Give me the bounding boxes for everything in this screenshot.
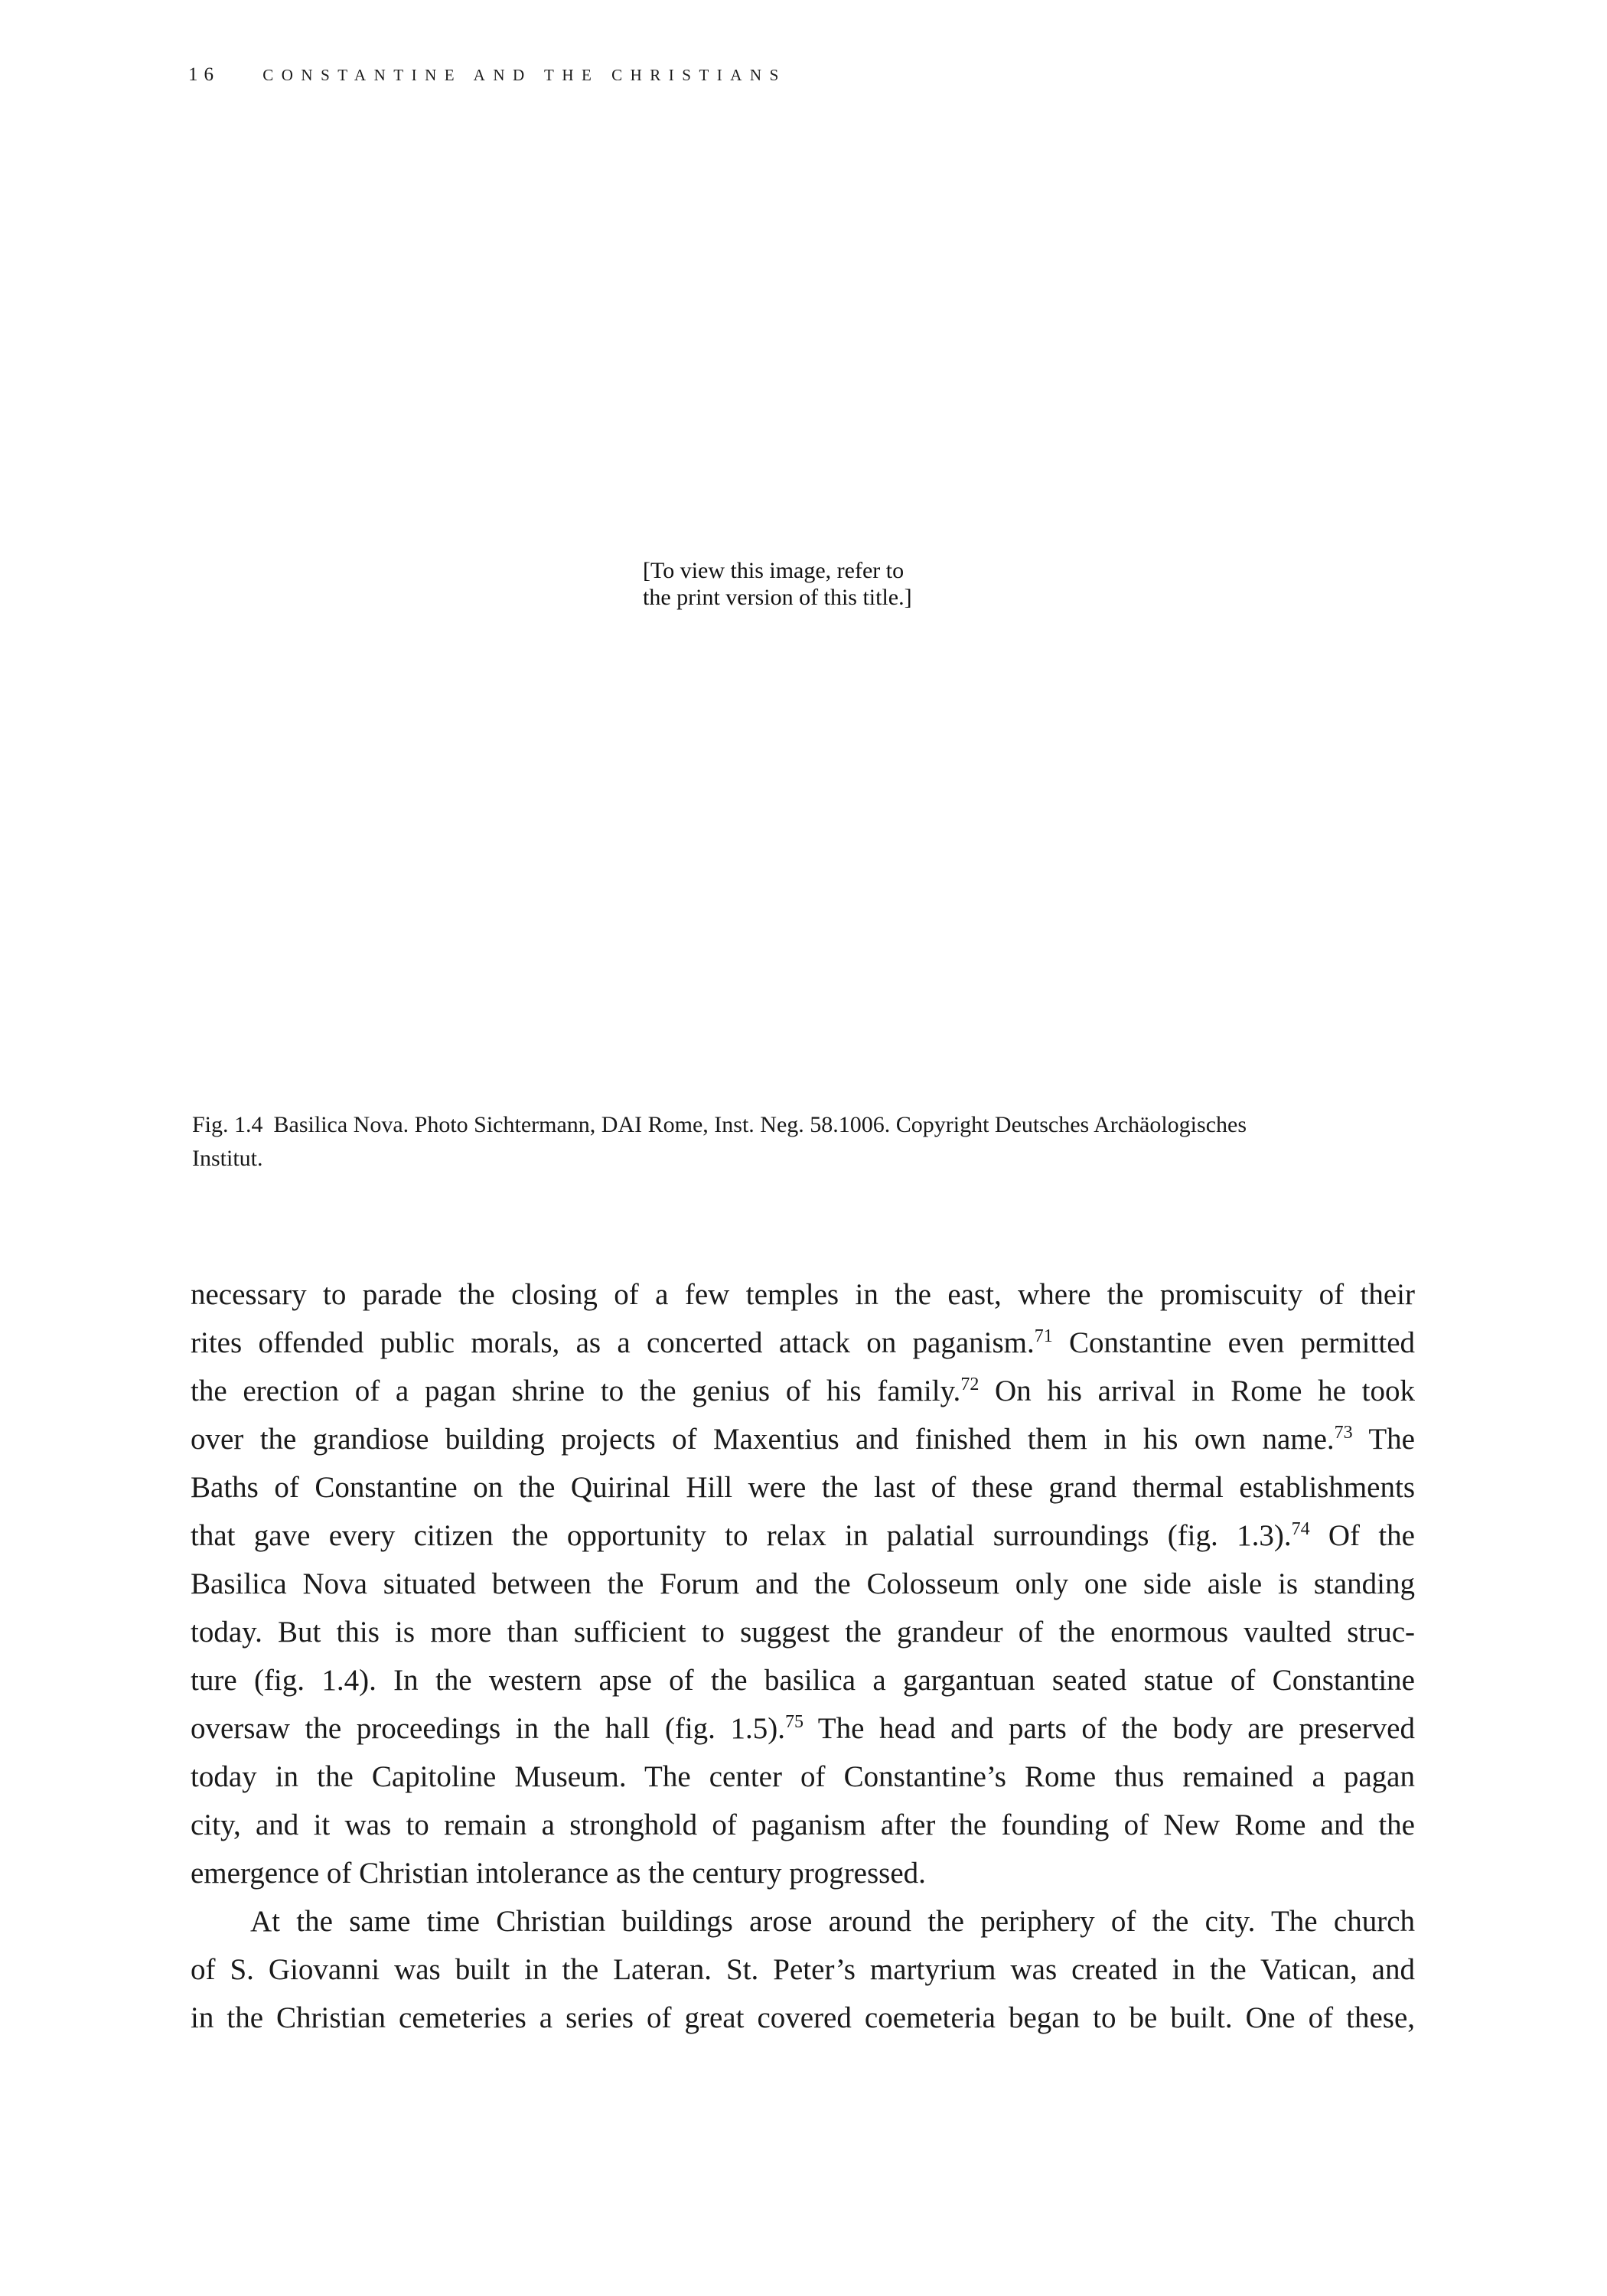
footnote-ref[interactable]: 71 — [1034, 1326, 1053, 1346]
footnote-ref[interactable]: 72 — [960, 1375, 980, 1394]
text-line: in the Christian cemeteries a series of great covered coemeteria began to be built. One of these, — [191, 2001, 1415, 2034]
text-line: of S. Giovanni was built in the Lateran. St. Peter’s martyrium was created in the Vatican, and — [191, 1953, 1415, 1986]
figure-caption — [192, 1108, 1416, 1176]
text-line: At the same time Christian buildings arose around the periphery of the city. The church — [250, 1905, 1415, 1938]
placeholder-line: [To view this image, refer to — [643, 558, 905, 583]
text-line: today. But this is more than sufficient to suggest the grandeur of the enormous vaulted struc- — [191, 1616, 1415, 1649]
text-line: Baths of Constantine on the Quirinal Hill were the last of these grand thermal establishments — [191, 1471, 1415, 1504]
caption-text: Basilica Nova. Photo Sichtermann, DAI Rome, Inst. Neg. 58.1006. Copyright Deutsches Archäologisches — [273, 1112, 1247, 1137]
text-line: city, and it was to remain a stronghold of paganism after the founding of New Rome and the — [191, 1808, 1415, 1841]
footnote-ref[interactable]: 73 — [1334, 1423, 1353, 1443]
text-line: Basilica Nova situated between the Forum and the Colosseum only one side aisle is standing — [191, 1567, 1415, 1600]
text-line: oversaw the proceedings in the hall (fig. 1.5).$^{75}$ The head and parts of the body are preserved — [191, 1712, 1415, 1745]
figure-image-placeholder — [643, 557, 949, 611]
text-line: that gave every citizen the opportunity to relax in palatial surroundings (fig. 1.3).$^{74}$ Of the — [191, 1519, 1415, 1552]
page-number: 16 — [188, 64, 220, 85]
footnote-ref[interactable]: 74 — [1291, 1519, 1310, 1539]
text-line: necessary to parade the closing of a few temples in the east, where the promiscuity of their — [191, 1278, 1415, 1311]
caption-text-continued: Institut. — [192, 1146, 263, 1171]
body-text — [191, 1270, 1415, 2042]
placeholder-line: the print version of this title.] — [643, 585, 912, 610]
text-line: emergence of Christian intolerance as the century progressed. — [191, 1857, 926, 1890]
text-line: today in the Capitoline Museum. The center of Constantine’s Rome thus remained a pagan — [191, 1760, 1415, 1793]
running-title: CONSTANTINE AND THE CHRISTIANS — [262, 66, 787, 84]
text-line: the erection of a pagan shrine to the genius of his family.$^{72}$ On his arrival in Rome he took — [191, 1375, 1415, 1407]
running-head — [188, 64, 787, 86]
text-line: rites offended public morals, as a concerted attack on paganism.$^{71}$ Constantine even permitted — [191, 1326, 1415, 1359]
figure-label: Fig. 1.4 — [192, 1112, 263, 1137]
text-line: ture (fig. 1.4). In the western apse of the basilica a gargantuan seated statue of Constantine — [191, 1664, 1415, 1697]
footnote-ref[interactable]: 75 — [784, 1712, 804, 1732]
text-line: over the grandiose building projects of Maxentius and finished them in his own name.$^{73}$ The — [191, 1423, 1415, 1456]
